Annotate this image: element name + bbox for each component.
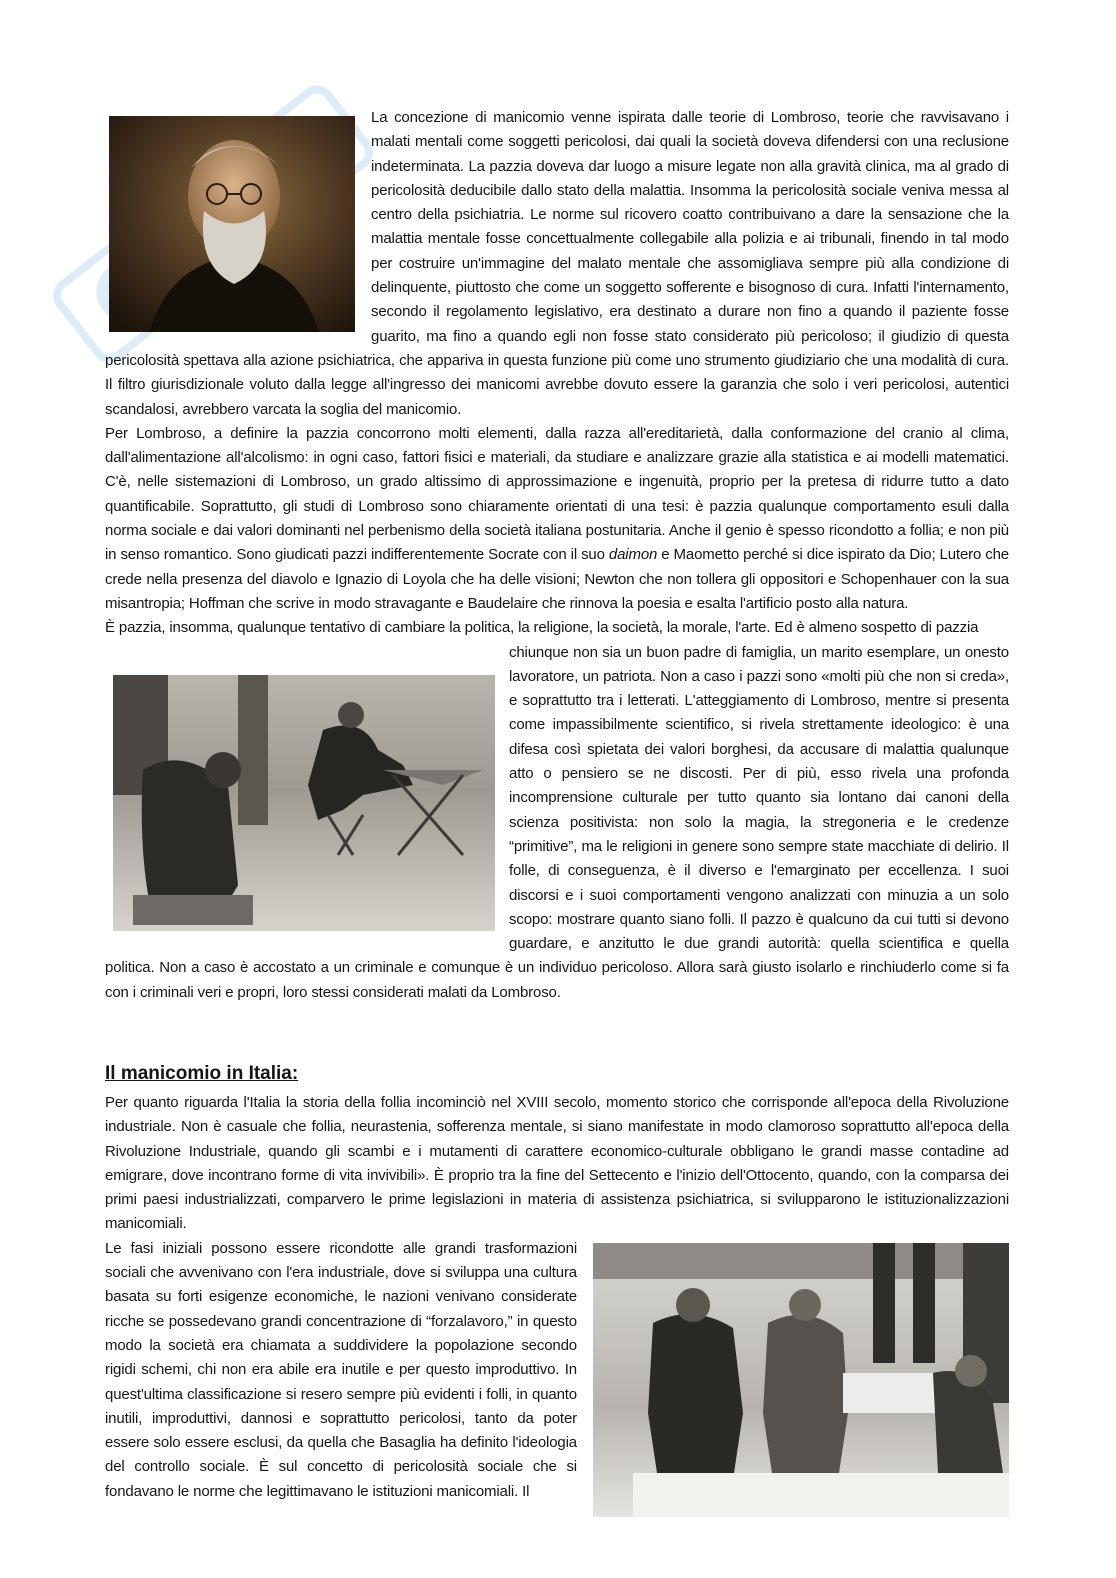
paragraph-2-part-b: e Maometto perché si dice ispirato da Dio; Lutero che crede nella presenza del diavolo e Ignazio di Loyola che ha delle visioni; Newton che non tollera gli oppositori e Schopenhauer con la sua misantropia; Hoffman che scrive in modo stravagante e Baudelaire che rinnova la poesia e esalta l'artificio posto alla natura. bbox=[105, 546, 1009, 612]
portrait-photo bbox=[109, 116, 355, 332]
paragraph-1: La concezione di manicomio venne ispirata dalle teorie di Lombroso, teorie che ravvisavano i malati mentali come soggetti pericolosi, dai quali la società doveva difendersi con una reclusione indeterminata. La pazzia doveva dar luogo a misure legate non alla gravità clinica, ma al grado di pericolosità deducibile dallo stato della malattia. Insomma la pericolosità sociale veniva messa al centro della psichiatria. Le norme sul ricovero coatto contribuivano a dare la sensazione che la malattia mentale fosse concettualmente collegabile alla polizia e ai tribunali, finendo in tal modo per costruire un'immagine del malato mentale che assomigliava sempre più alla condizione di delinquente, piuttosto che come un soggetto sofferente e bisognoso di cura. Infatti l'internamento, secondo il regolamento legislativo, era destinato a durare non fino a quando il paziente fosse guarito, ma fino a quando egli non fosse stato considerato più pericoloso; il giudizio di questa pericolosità spettava alla azione psichiatrica, che appariva in questa funzione più come uno strumento giudiziario che una modalità di cura. Il filtro giurisdizionale voluto dalla legge all'ingresso dei manicomi avrebbe dovuto essere la garanzia che solo i veri pericolosi, autentici scandalosi, avrebbero varcata la soglia del manicomio. bbox=[105, 109, 1009, 418]
paragraph-2-emphasis: daimon bbox=[608, 546, 658, 564]
paragraph-5: Le fasi iniziali possono essere ricondotte alle grandi trasformazioni sociali che avvenivano con l'era industriale, dove si sviluppa una cultura basata su forti esigenze economiche, le nazioni venivano considerate ricche se possedevano grandi concentrazione di “forzalavoro,” in questo modo la società era chiamata a suddividere la popolazione secondo rigidi schemi, chi non era abile era inutile e per questo improduttivo. In quest'ultima classificazione si resero sempre più evidenti i folli, in quanto inutili, improduttivi, dannosi e soprattutto pericolosi, tanto da poter essere solo essere esclusi, da quella che Basaglia ha definito l'ideologia del controllo sociale. È sul concetto di pericolosità sociale che si fondavano le norme che legittimavano le istituzioni manicomiali. Il bbox=[105, 1239, 577, 1500]
paragraph-2-part-a: Per Lombroso, a definire la pazzia concorrono molti elementi, dalla razza all'ereditarietà, dalla conformazione del cranio al clima, dall'alimentazione all'alcolismo: in ogni caso, fattori fisici e materiali, da studiare e analizzare grazie alla statistica e ai modelli matematici. C'è, nelle sistemazioni di Lombroso, un grado altissimo di approssimazione e ingenuità, proprio per la pretesa di ridurre tutto a dato quantificabile. Soprattutto, gli studi di Lombroso sono chiaramente orientati di una tesi: è pazzia qualunque comportamento esuli dalla norma sociale e dai valori dominanti nel perbenismo della società italiana postunitaria. Anche il genio è spesso ricondotto a follia; e non più in senso romantico. Sono giudicati pazzi indifferentemente Socrate con il suo bbox=[105, 424, 1009, 564]
article-body bbox=[105, 106, 1009, 1517]
hall-photo bbox=[593, 1243, 1009, 1517]
paragraph-3-lead: È pazzia, insomma, qualunque tentativo di cambiare la politica, la religione, la società, la morale, l'arte. Ed è almeno sospetto di pazzia bbox=[105, 619, 979, 637]
paragraph-3: chiunque non sia un buon padre di famiglia, un marito esemplare, un onesto lavoratore, un patriota. Non a caso i pazzi sono «molti più che non si creda», e soprattutto tra i letterati. L'atteggiamento di Lombroso, mentre si presenta come impassibilmente scientifico, si rivela strettamente ideologico: è una difesa così spietata dei valori borghesi, da accusare di malattia qualunque atto o pensiero se ne discosti. Per di più, esso rivela una profonda incomprensione culturale per tutto quanto sia lontano dai canoni della scienza positivista: non solo la magia, la stregoneria e le credenze “primitive”, ma le religioni in genere sono sempre state macchiate di delirio. Il folle, di conseguenza, è il diverso e l'emarginato per eccellenza. I suoi discorsi e i suoi comportamenti vengono analizzati con minuzia a un solo scopo: mostrare quanto siano folli. Il pazzo è qualcuno da cui tutti si devono guardare, e anzitutto le due grandi autorità: quella scientifica e quella politica. Non a caso è accostato a un criminale e comunque è un individuo pericoloso. Allora sarà giusto isolarlo e rinchiuderlo come si fa con i criminali veri e propri, loro stessi considerati malati da Lombroso. bbox=[105, 643, 1009, 1001]
paragraph-4: Per quanto riguarda l'Italia la storia della follia incominciò nel XVIII secolo, momento storico che corrisponde all'epoca della Rivoluzione industriale. Non è casuale che follia, neurastenia, sofferenza mentale, si siano manifestate in modo clamoroso soprattutto all'epoca della Rivoluzione Industriale, quando gli scambi e i mutamenti di carattere economico-culturale obbligano le grandi masse contadine ad emigrare, dove incontrano forme di vita invivibili». È proprio tra la fine del Settecento e l'inizio dell'Ottocento, quando, con la comparsa dei primi paesi industrializzati, comparvero le prime legislazioni in materia di assistenza psichiatrica, si svilupparono le istituzionalizzazioni manicomiali. bbox=[105, 1093, 1009, 1233]
courtyard-photo bbox=[113, 675, 495, 931]
paragraph-2 bbox=[105, 422, 1009, 616]
section-title: Il manicomio in Italia: bbox=[105, 1062, 299, 1084]
